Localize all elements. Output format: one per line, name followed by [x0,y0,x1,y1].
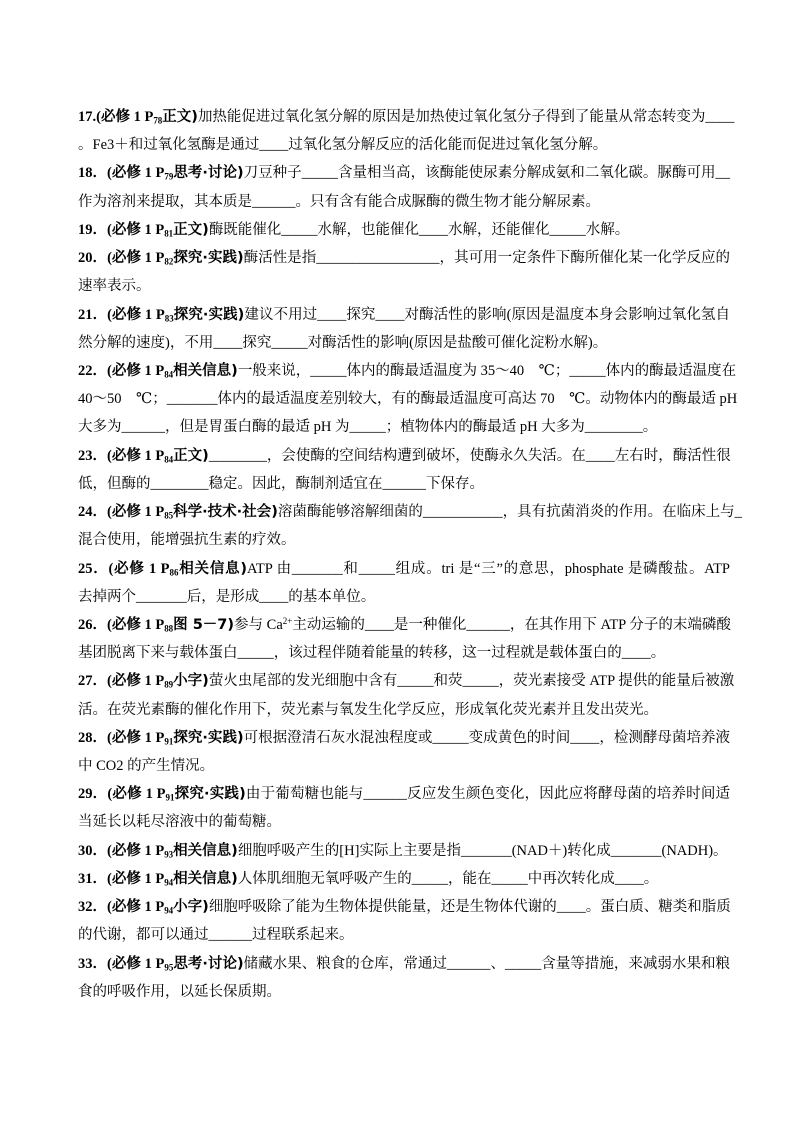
question-line [78,555,730,583]
question-line [78,780,730,808]
source-page: 86 [169,567,179,578]
question-source [107,363,238,379]
question-text: 储藏水果、粮食的仓库，常通过______、_____含量等措施，来减弱水果和粮 [243,955,730,972]
question-source [107,843,238,859]
question-number: 20． [78,250,108,267]
question-text: 当延长以耗尽溶液中的葡萄糖。 [78,814,281,831]
question-number: 25． [78,560,109,577]
source-section: 小字) [173,673,209,690]
source-page: 82 [164,256,174,267]
source-page: 94 [164,905,174,916]
worksheet [78,103,742,1006]
source-book: (必修 1 P [107,673,165,690]
question-number: 22． [78,362,107,379]
question-source [107,307,244,323]
question-number: 27． [78,673,107,690]
question-text: 大多为______，但是胃蛋白酶的最适 pH 为_____；植物体内的酶最适 pH 大多为________。 [78,419,658,436]
question-31 [78,865,730,893]
question-text: 由于葡萄糖也能与______反应发生颜色变化，因此应将酵母菌的培养时间适 [245,786,731,803]
question-source [107,899,209,915]
question-text: 建议不用过____探究____对酶活性的影响(原因是温度本身会影响过氧化氢自 [244,306,731,323]
question-number: 31． [78,870,107,887]
source-book: (必修 1 P [107,899,165,916]
question-18 [78,159,730,215]
question-text: 一般来说，_____体内的酶最适温度为 35～40 ℃；_____体内的酶最适温度在 [237,362,737,379]
source-section: 正文) [173,221,209,238]
question-source [107,165,244,181]
question-23 [78,442,730,498]
question-line [78,216,730,244]
question-20 [78,244,730,300]
source-page: 85 [164,510,174,521]
source-page: 79 [164,171,174,182]
source-book: (必修 1 P [108,560,170,577]
source-book: (必修 1 P [107,504,165,521]
question-source [107,730,244,746]
source-book: (必修 1 P [107,616,165,633]
source-section: 科学·技术·社会) [173,504,278,521]
question-source [107,222,209,238]
question-text: 低，但酶的________稳定。因此，酶制剂适宜在______下保存。 [78,475,484,492]
source-section: 探究·实践) [173,250,244,267]
question-line [78,724,730,752]
question-text: 主动运输的____是一种催化______，在其作用下 ATP 分子的末端磷酸 [292,616,731,633]
question-text: 刀豆种子_____含量相当高，该酶能使尿素分解成氨和二氧化碳。脲酶可用__ [243,165,731,182]
source-book: (必修 1 P [96,109,154,125]
question-text: 然分解的速度)，不用____探究_____对酶活性的影响(原因是盐酸可催化淀粉水解)。 [78,334,608,351]
question-text: 。Fe3＋和过氧化氢酶是通过____过氧化氢分解反应的活化能而促进过氧化氢分解。 [78,137,608,154]
question-source [107,871,238,887]
question-line [78,159,730,187]
source-section: 小字) [173,899,209,916]
question-27 [78,667,735,723]
source-book: (必修 1 P [107,447,165,464]
question-source [107,448,209,464]
question-line [78,837,730,865]
source-section: 正文) [162,109,198,125]
source-page: 89 [164,679,174,690]
question-source [107,617,234,633]
source-book: (必修 1 P [107,362,165,379]
question-26 [78,611,730,667]
source-section: 探究·实践) [173,306,245,323]
source-page: 95 [164,962,174,973]
source-page: 81 [164,228,174,239]
question-number: 28． [78,729,108,746]
question-text: 溶菌酶能够溶解细菌的___________，具有抗菌消炎的作用。在临床上与_ [277,504,742,521]
question-text: 食的呼吸作用，以延长保质期。 [78,983,281,1000]
source-book: (必修 1 P [107,306,165,323]
question-source [107,786,245,802]
source-book: (必修 1 P [107,842,165,859]
question-text: 细胞呼吸产生的[H]实际上主要是指_______(NAD＋)转化成_______(NADH)。 [237,842,728,859]
source-section: 探究·实践) [173,729,244,746]
question-text: 加热能促进过氧化氢分解的原因是加热使过氧化氢分子得到了能量从常态转变为____ [197,109,735,125]
ion-charge: 2+ [282,616,293,626]
question-line [78,667,735,695]
question-22 [78,357,738,442]
source-book: (必修 1 P [107,955,165,972]
question-21 [78,301,730,357]
question-text: 萤火虫尾部的发光细胞中含有_____和荧_____，荧光素接受 ATP 提供的能量后被激 [208,673,735,690]
question-line [78,442,730,470]
source-section: 相关信息) [173,842,238,859]
question-number: 21． [78,306,108,323]
source-page: 91 [164,736,174,747]
question-text: ________，会使酶的空间结构遭到破坏，使酶永久失活。在____左右时，酶活性很 [208,447,731,464]
question-text: 参与 Ca [234,616,283,633]
question-number: 17. [78,109,97,125]
source-book: (必修 1 P [107,165,165,182]
question-source [107,673,209,689]
question-text: 基团脱离下来与载体蛋白_____，该过程伴随着能量的转移，这一过程就是载体蛋白的____。 [78,645,666,662]
question-text: 中 CO2 的产生情况。 [78,758,215,775]
question-line [78,611,730,639]
question-number: 19． [78,221,107,238]
question-29 [78,780,730,836]
source-section: 相关信息) [178,560,247,577]
question-text: 酶既能催化_____水解，也能催化____水解，还能催化_____水解。 [208,221,630,238]
source-page: 93 [164,849,174,860]
question-source [107,504,278,520]
question-17 [78,103,735,159]
question-28 [78,724,730,780]
source-page: 78 [153,115,163,126]
question-19 [78,216,730,244]
source-page: 83 [164,313,174,324]
question-text: 混合使用，能增强抗生素的疗效。 [78,532,296,549]
question-25 [78,555,730,611]
source-book: (必修 1 P [107,870,165,887]
question-source [96,109,198,125]
question-text: 去掉两个_______后，是形成____的基本单位。 [78,588,376,605]
question-number: 29． [78,786,108,803]
source-section: 相关信息) [173,870,238,887]
question-line [78,950,730,978]
question-32 [78,893,730,949]
question-line [78,865,730,893]
question-source [109,561,247,577]
question-text: 可根据澄清石灰水混浊程度或_____变成黄色的时间____，检测酵母菌培养液 [243,729,731,746]
question-line [78,103,735,131]
question-number: 30． [78,842,107,859]
question-line [78,301,730,329]
question-text: ATP 由_______和_____组成。tri 是“三”的意思，phosphate 是磷酸盐。ATP [246,560,730,577]
question-line [78,244,730,272]
question-source [107,250,244,266]
source-section: 思考·讨论) [173,955,244,972]
question-text: 细胞呼吸除了能为生物体提供能量，还是生物体代谢的____。蛋白质、糖类和脂质 [208,899,731,916]
question-line [78,357,737,385]
source-page: 91 [165,792,175,803]
question-number: 26． [78,616,107,633]
question-line [78,498,742,526]
question-text: 作为溶剂来提取，其本质是______。只有含有能合成脲酶的微生物才能分解尿素。 [78,193,600,210]
question-text: 速率表示。 [78,278,151,295]
source-book: (必修 1 P [107,250,165,267]
question-number: 23． [78,447,107,464]
source-section: 思考·讨论) [173,165,244,182]
question-text: 酶活性是指_________________，其可用一定条件下酶所催化某一化学反应的 [243,250,731,267]
source-book: (必修 1 P [107,221,165,238]
source-section: 正文) [173,447,209,464]
source-book: (必修 1 P [107,786,166,803]
question-24 [78,498,742,554]
source-page: 88 [164,623,174,634]
question-number: 24． [78,504,107,521]
question-line [78,893,730,921]
question-source [107,956,244,972]
question-number: 32． [78,899,107,916]
source-book: (必修 1 P [107,729,165,746]
source-page: 84 [164,454,174,465]
question-text: 40～50 ℃；_______体内的最适温度差别较大，有的酶最适温度可高达 70 ℃。动物体内的酶最适 pH [78,391,738,408]
question-text: 人体肌细胞无氧呼吸产生的_____，能在_____中再次转化成____。 [237,870,659,887]
source-section: 图 5－7) [173,616,235,633]
source-section: 探究·实践) [174,786,246,803]
source-section: 相关信息) [173,362,238,379]
question-text: 的代谢，都可以通过______过程联系起来。 [78,927,354,944]
question-33 [78,950,730,1006]
source-page: 94 [164,877,174,888]
question-30 [78,837,730,865]
question-number: 18． [78,165,108,182]
source-page: 84 [164,369,174,380]
question-number: 33． [78,955,108,972]
question-text: 活。在荧光素酶的催化作用下，荧光素与氧发生化学反应，形成氧化荧光素并且发出荧光。 [78,701,658,718]
